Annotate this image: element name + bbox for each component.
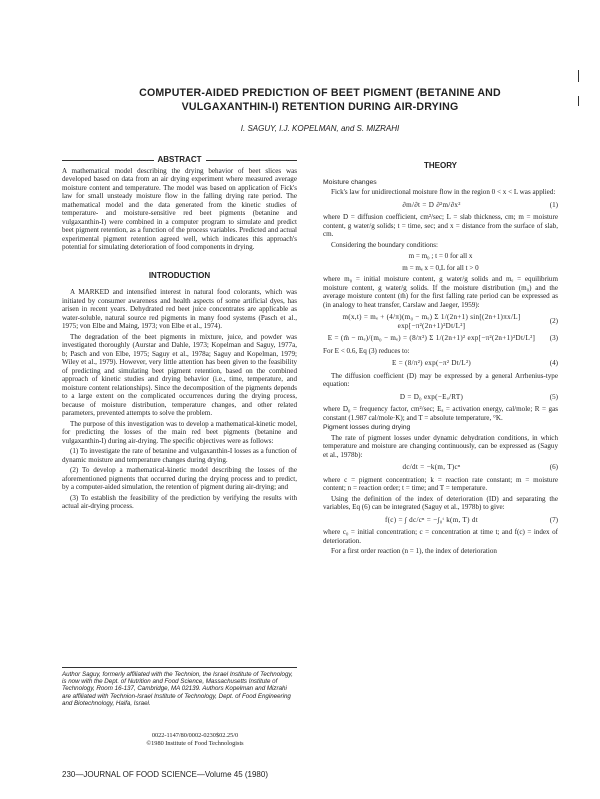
introduction-heading: INTRODUCTION: [148, 270, 211, 280]
abstract-section: [62, 156, 297, 252]
theory-paragraph: where c = pigment concentration; k = reaction rate constant; m = moisture content; n = reaction order; t = time; and T = temperature.: [323, 475, 558, 492]
intro-paragraph: (1) To investigate the rate of betanine and vulgaxanthin-I losses as a function of dynamic moisture and temperature changes during drying.: [62, 447, 297, 464]
theory-heading: THEORY: [423, 161, 458, 170]
author-footnote: Author Saguy, formerly affiliated with the Technion, the Israel Institute of Technology, is now with the Dept. of Nutrition and Food Science, Massachusetts Institute of Technology, Room 16-137, Cambridge, MA 02139. Authors Kopelman and Mizrahi are affiliated with Technion-Israel Institute of Technology, Dept. of Food Engineering and Biotechnology, Haifa, Israel.: [62, 667, 297, 707]
equation-7: [323, 516, 558, 525]
abstract-text: A mathematical model describing the drying behavior of beet slices was developed based on data from an air drying experiment where measured average moisture content and temperature. The model was based on application of Fick's law for small unsteady moisture flow in the falling drying rate period. The mathematical model and the data generated from the kinetic studies of temperature- and moisture-sensitive red beet pigments (betanine and vulgaxanthin-I) were combined in a computer program to simulate and predict beet pigment retention, as a function of the process variables. Predicted and actual experimental pigment retention agreed well, which indicates this approach's potential for simulating deterioration of food components in drying.: [62, 166, 297, 251]
pigment-subheading: Pigment losses during drying: [323, 424, 411, 431]
equation-6-number: (6): [549, 463, 558, 471]
theory-paragraph: where m₀ = initial moisture content, g water/g solids and mₑ = equilibrium moisture content, g water/g solids. If the moisture distribution (m₀) and the average moisture content (m̄) for the first falling rate period can be expressed as (in analogy to heat transfer, Carslaw and Jaeger, 1959):: [323, 275, 558, 309]
theory-paragraph: where D = diffusion coefficient, cm²/sec; L = slab thickness, cm; m = moisture content, g water/g solids; t = time, sec; and x = distance from the surface of slab, cm.: [323, 213, 558, 238]
intro-paragraph: (2) To develop a mathematical-kinetic model describing the losses of the aforementioned pigments that occurred during the drying process and to predict, by a computer-aided simulation, the retention of pigment during air-drying; and: [62, 466, 297, 491]
theory-paragraph: For a first order reaction (n = 1), the index of deterioration: [331, 547, 497, 555]
abstract-rule-left: [62, 160, 154, 161]
equation-4-number: (4): [549, 359, 558, 367]
publication-codes: [115, 732, 275, 747]
left-column: [62, 156, 297, 513]
right-column: [323, 156, 558, 558]
article-title: COMPUTER-AIDED PREDICTION OF BEET PIGMENT (BETANINE AND VULGAXANTHIN-I) RETENTION DURING AIR-DRYING: [139, 87, 501, 113]
margin-mark-top: [578, 70, 579, 82]
abstract-heading: ABSTRACT: [157, 155, 202, 164]
intro-paragraph: (3) To establish the feasibility of the prediction by verifying the results with actual air-drying process.: [62, 493, 297, 510]
intro-paragraph: The degradation of the beet pigments in mixture, juice, and powder was investigated thoroughly (Aurstar and Dahle, 1973; Kopelman and Saguy, 1977a, b; Pasch and von Elbe, 1975; Saguy et al., 1978a; Saguy and Kopelman, 1979; Wiley et al., 1979). However, very little attention has been given to the feasibility of predicting and simulating beet pigment retention, based on the combined approach of kinetic studies and drying behavior (i.e., time, temperature, and moisture content relationships). Since the decomposition of the pigments depends to a large extent on the complicated occurrences during the drying process, because of moisture distribution, temperature changes, and other related parameters, prevented attempts to solve the problem.: [62, 332, 297, 417]
equation-7-expression: f(c) = ∫ dc/cⁿ = −∫₀ᵗ k(m, T) dt: [384, 515, 479, 524]
theory-paragraph: where D₀ = frequency factor, cm²/sec; Eₐ = activation energy, cal/mole; R = gas constant (1.987 cal/mole·K); and T = absolute temperature, °K.: [323, 405, 558, 422]
margin-mark-middle: [578, 96, 579, 106]
abstract-rule-right: [206, 160, 298, 161]
equation-1-expression: ∂m/∂t = D ∂²m/∂x²: [402, 200, 461, 209]
equation-3: [323, 334, 558, 343]
equation-3-number: (3): [549, 334, 558, 342]
theory-paragraph: Considering the boundary conditions:: [331, 240, 438, 249]
boundary-condition-2: m = mₑ x = 0,L for all t > 0: [402, 263, 479, 272]
equation-5-number: (5): [549, 392, 558, 401]
theory-paragraph: Using the definition of the index of deterioration (ID) and separating the variables, Eq (6) can be integrated (Saguy et al., 1978b) to give:: [323, 494, 558, 511]
equation-2-expression: m(x,t) = mₑ + (4/π)(m₀ − mₑ) Σ 1/(2n+1) sin[(2n+1)πx/L] exp[−π²(2n+1)²Dt/L²]: [342, 313, 521, 330]
article-authors: I. SAGUY, I.J. KOPELMAN, and S. MIZRAHI: [240, 124, 400, 133]
theory-paragraph: where c₀ = initial concentration; c = concentration at time t; and f(c) = index of deterioration.: [323, 528, 558, 545]
equation-1: [323, 201, 558, 210]
equation-2: [323, 313, 558, 330]
copyright-line: ©1980 Institute of Food Technologists: [146, 739, 244, 747]
page-footer: 230—JOURNAL OF FOOD SCIENCE—Volume 45 (1980): [62, 770, 268, 779]
theory-paragraph: The diffusion coefficient (D) may be expressed by a general Arrhenius-type equation:: [323, 371, 558, 388]
equation-6: [323, 463, 558, 472]
equation-3-expression: E = (m̄ − mₑ)/(m₀ − mₑ) = (8/π²) Σ 1/(2n+1)² exp[−π²(2n+1)²Dt/L²]: [327, 334, 536, 342]
equation-6-expression: dc/dt = −k(m, T)cⁿ: [402, 463, 461, 471]
abstract-heading-row: [62, 156, 297, 165]
equation-4: [323, 359, 558, 368]
equation-5-expression: D = D₀ exp(−Eₐ/RT): [399, 392, 464, 401]
equation-7-number: (7): [549, 515, 558, 524]
doi-code: 0022-1147/80/0002-0230$02.25/0: [151, 732, 239, 739]
equation-1-number: (1): [549, 200, 558, 209]
boundary-condition-1: m = m₀ ; t = 0 for all x: [408, 252, 473, 260]
theory-paragraph: The rate of pigment losses under dynamic dehydration conditions, in which temperature and moisture are changing continuously, can be expressed as (Saguy et al., 1978b):: [323, 433, 558, 459]
intro-paragraph: A MARKED and intensified interest in natural food colorants, which was initiated by consumer awareness and health aspects of some artificial dyes, has arisen in recent years. Dehydrated red beet juice concentrates are applicable as water-soluble, natural source red pigments in many food systems (Pasch et al., 1975; von Elbe and Maing, 1973; von Elbe et al., 1974).: [62, 288, 297, 330]
theory-paragraph: For E < 0.6, Eq (3) reduces to:: [323, 346, 410, 355]
equation-4-expression: E = (8/π²) exp(−π² Dt/L²): [391, 359, 472, 367]
equation-5: [323, 393, 558, 402]
equation-2-number: (2): [549, 317, 558, 326]
moisture-subheading: Moisture changes: [323, 178, 377, 186]
theory-paragraph: Fick's law for unidirectional moisture flow in the region 0 < x < L was applied:: [331, 188, 556, 196]
intro-paragraph: The purpose of this investigation was to develop a mathematical-kinetic model, for predicting the losses of the main red beet pigments (betanine and vulgaxanthin-I) during air-drying. The specific objectives were as follows:: [62, 419, 297, 445]
